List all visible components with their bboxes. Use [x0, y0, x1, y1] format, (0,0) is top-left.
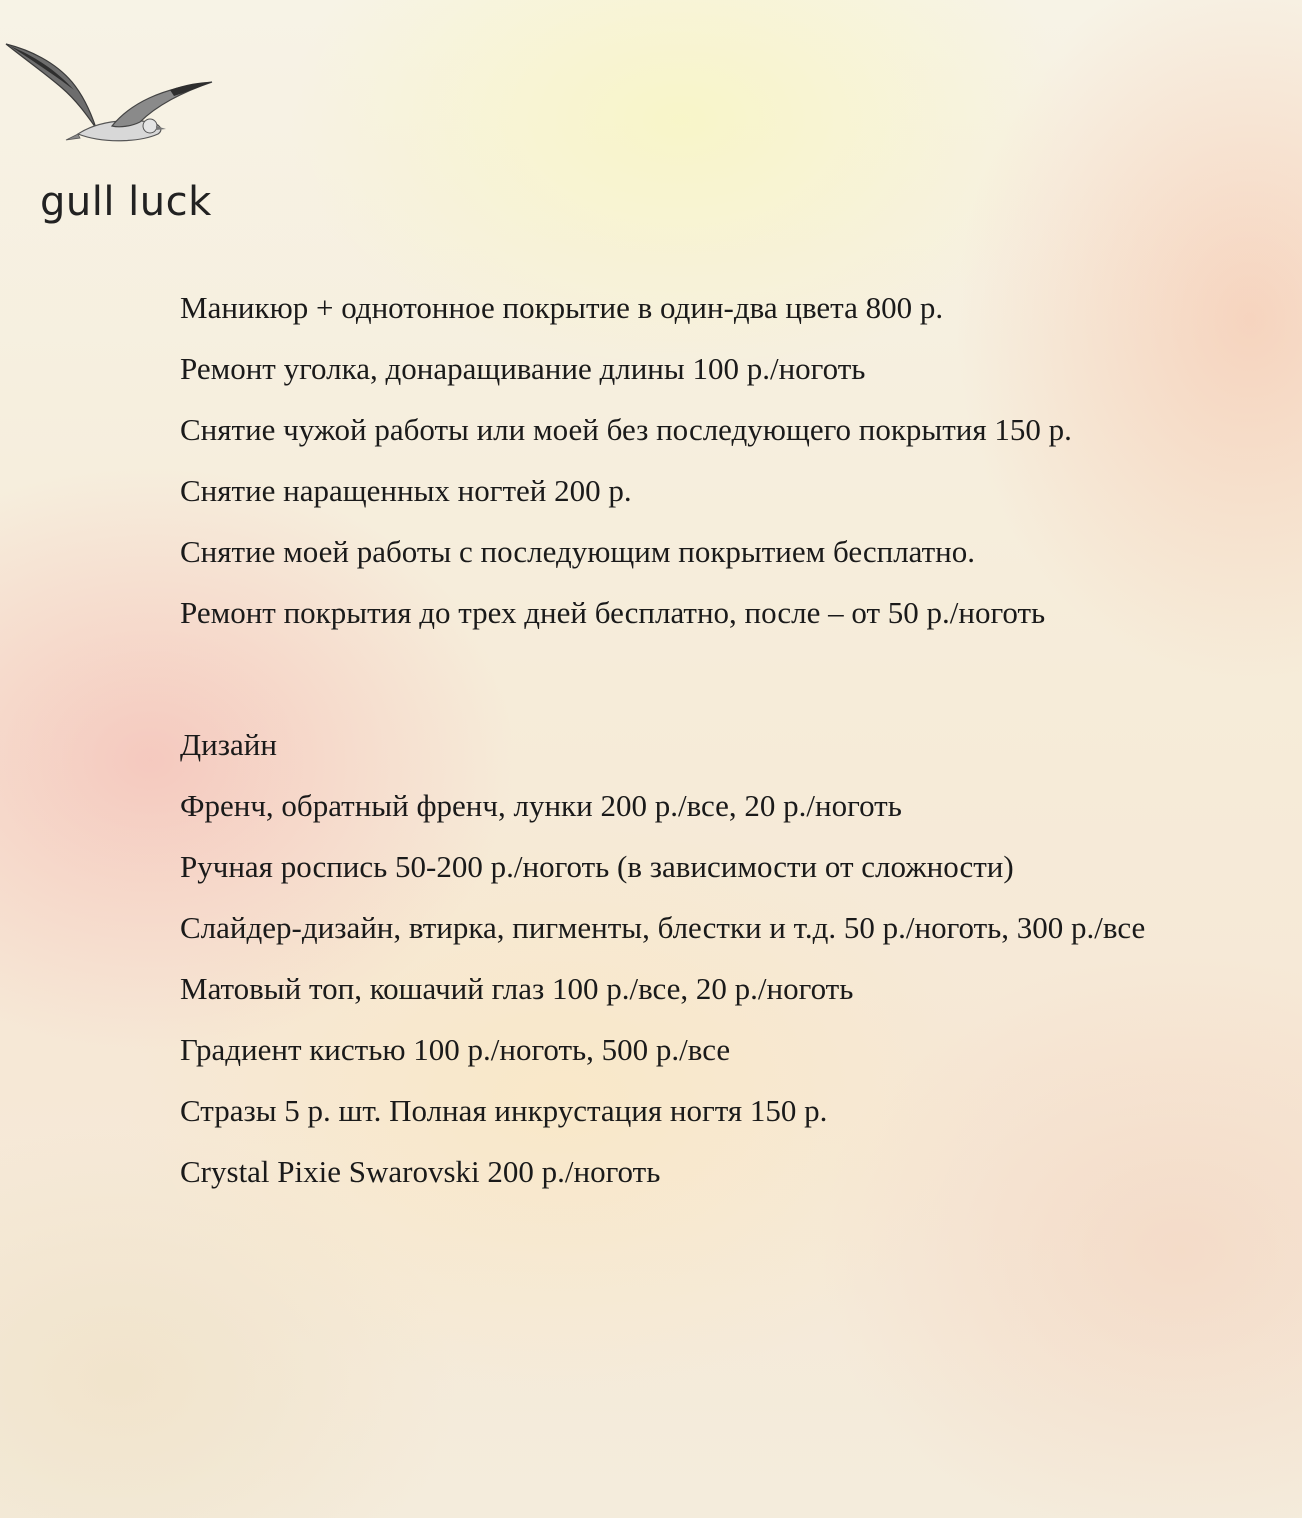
design-item: Градиент кистью 100 р./ноготь, 500 р./все	[180, 1032, 731, 1067]
services-list	[180, 286, 1190, 635]
design-list	[180, 784, 1190, 1194]
service-item: Снятие моей работы с последующим покрытием бесплатно.	[180, 534, 976, 569]
logo-text: gull luck	[40, 179, 212, 225]
service-item: Снятие наращенных ногтей 200 р.	[180, 473, 632, 508]
service-item: Маникюр + однотонное покрытие в один-два цвета 800 р.	[180, 290, 944, 325]
design-item: Слайдер-дизайн, втирка, пигменты, блестки и т.д. 50 р./ноготь, 300 р./все	[180, 910, 1146, 945]
design-item: Френч, обратный френч, лунки 200 р./все, 20 р./ноготь	[180, 788, 902, 823]
design-item: Матовый топ, кошачий глаз 100 р./все, 20 р./ноготь	[180, 971, 854, 1006]
price-list	[180, 286, 1190, 1211]
service-item: Ремонт покрытия до трех дней бесплатно, после – от 50 р./ноготь	[180, 595, 1046, 630]
service-item: Ремонт уголка, донаращивание длины 100 р./ноготь	[180, 351, 866, 386]
design-item: Crystal Pixie Swarovski 200 р./ноготь	[180, 1154, 661, 1189]
design-item: Стразы 5 р. шт. Полная инкрустация ногтя 150 р.	[180, 1093, 828, 1128]
design-item: Ручная роспись 50-200 р./ноготь (в зависимости от сложности)	[180, 849, 1014, 884]
service-item: Снятие чужой работы или моей без последующего покрытия 150 р.	[180, 412, 1072, 447]
seagull-icon	[0, 30, 240, 180]
logo	[0, 30, 240, 225]
design-section-title: Дизайн	[180, 727, 277, 762]
